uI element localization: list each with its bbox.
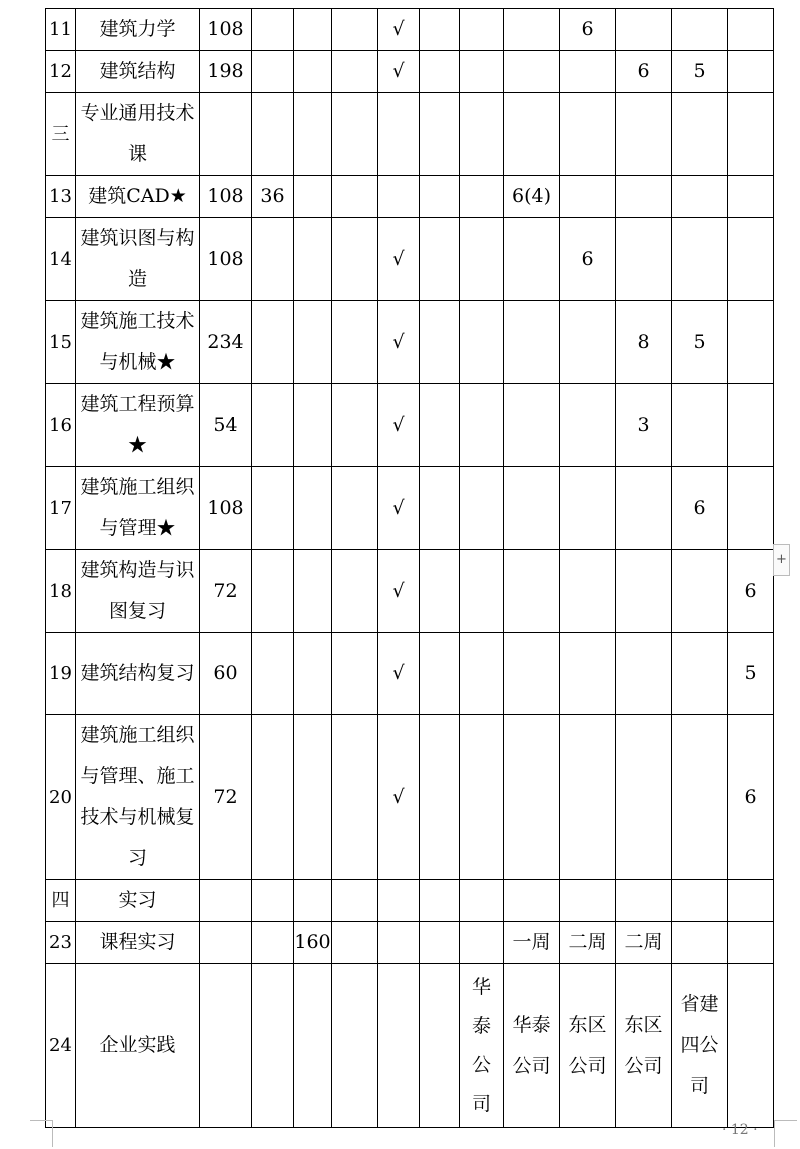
cell-seq: 15 — [46, 301, 76, 384]
cell-s6: 6 — [728, 550, 774, 633]
crop-mark-right — [774, 1120, 797, 1147]
cell-name: 课程实习 — [76, 922, 200, 964]
cell-s4: 8 — [616, 301, 672, 384]
cell-hours: 234 — [200, 301, 252, 384]
cell-name: 专业通用技术课 — [76, 93, 200, 176]
table-row — [46, 176, 774, 218]
cell-seq: 11 — [46, 9, 76, 51]
cell-hours: 108 — [200, 467, 252, 550]
cell-name: 建筑施工组织与管理、施工技术与机械复习 — [76, 715, 200, 880]
cell-s3 — [560, 301, 616, 384]
cell-c3 — [294, 9, 332, 51]
cell-s6 — [728, 384, 774, 467]
cell-name: 建筑CAD★ — [76, 176, 200, 218]
table-row — [46, 964, 774, 1128]
table-row — [46, 51, 774, 93]
cell-name: 建筑结构复习 — [76, 633, 200, 715]
cell-name: 建筑结构 — [76, 51, 200, 93]
cell-c6 — [420, 964, 460, 1128]
cell-s6 — [728, 922, 774, 964]
cell-name: 实习 — [76, 880, 200, 922]
cell-hours — [200, 880, 252, 922]
cell-c2 — [252, 550, 294, 633]
cell-seq: 19 — [46, 633, 76, 715]
cell-c4 — [332, 880, 378, 922]
cell-s4: 东区公司 — [616, 964, 672, 1128]
cell-c2 — [252, 467, 294, 550]
table-row — [46, 922, 774, 964]
cell-c2 — [252, 880, 294, 922]
cell-seq: 14 — [46, 218, 76, 301]
cell-hours — [200, 922, 252, 964]
cell-check: √ — [378, 301, 420, 384]
cell-c3 — [294, 880, 332, 922]
cell-check: √ — [378, 550, 420, 633]
table-row — [46, 384, 774, 467]
cell-s6: 5 — [728, 633, 774, 715]
cell-s1 — [460, 218, 504, 301]
cell-s4 — [616, 93, 672, 176]
cell-s2 — [504, 633, 560, 715]
cell-c6 — [420, 922, 460, 964]
cell-hours: 198 — [200, 51, 252, 93]
cell-s1 — [460, 93, 504, 176]
cell-hours: 60 — [200, 633, 252, 715]
cell-s4 — [616, 9, 672, 51]
cell-s6 — [728, 176, 774, 218]
cell-s1: 华泰公司 — [460, 964, 504, 1128]
cell-seq: 23 — [46, 922, 76, 964]
cell-c4 — [332, 467, 378, 550]
cell-check — [378, 176, 420, 218]
cell-c3 — [294, 467, 332, 550]
cell-s2 — [504, 550, 560, 633]
cell-s1 — [460, 715, 504, 880]
cell-s6 — [728, 964, 774, 1128]
cell-s5 — [672, 218, 728, 301]
cell-s5: 5 — [672, 301, 728, 384]
cell-s2 — [504, 9, 560, 51]
cell-s5 — [672, 176, 728, 218]
cell-c2 — [252, 384, 294, 467]
cell-s5 — [672, 9, 728, 51]
cell-s3: 6 — [560, 218, 616, 301]
cell-s3: 二周 — [560, 922, 616, 964]
cell-hours: 108 — [200, 176, 252, 218]
cell-c2 — [252, 93, 294, 176]
cell-s3 — [560, 176, 616, 218]
cell-s4 — [616, 633, 672, 715]
cell-s4 — [616, 880, 672, 922]
cell-name: 建筑施工技术与机械★ — [76, 301, 200, 384]
cell-name: 企业实践 — [76, 964, 200, 1128]
table-row — [46, 633, 774, 715]
cell-s2: 一周 — [504, 922, 560, 964]
cell-s2 — [504, 93, 560, 176]
page-number: · 12 · — [722, 1122, 758, 1138]
cell-c3 — [294, 633, 332, 715]
cell-check: √ — [378, 633, 420, 715]
crop-mark-left — [30, 1120, 53, 1147]
cell-s5 — [672, 550, 728, 633]
cell-c4 — [332, 633, 378, 715]
cell-c2: 36 — [252, 176, 294, 218]
cell-c6 — [420, 633, 460, 715]
cell-s3: 东区公司 — [560, 964, 616, 1128]
cell-c2 — [252, 964, 294, 1128]
cell-c6 — [420, 9, 460, 51]
cell-hours: 108 — [200, 218, 252, 301]
cell-check — [378, 922, 420, 964]
cell-s2 — [504, 218, 560, 301]
cell-hours: 54 — [200, 384, 252, 467]
cell-c4 — [332, 550, 378, 633]
cell-hours — [200, 93, 252, 176]
cell-s3 — [560, 880, 616, 922]
cell-s6 — [728, 218, 774, 301]
cell-s4 — [616, 218, 672, 301]
cell-name: 建筑力学 — [76, 9, 200, 51]
cell-name: 建筑构造与识图复习 — [76, 550, 200, 633]
cell-s3 — [560, 93, 616, 176]
cell-c3: 160 — [294, 922, 332, 964]
cell-check — [378, 964, 420, 1128]
cell-c6 — [420, 715, 460, 880]
cell-s6 — [728, 93, 774, 176]
table-row — [46, 550, 774, 633]
cell-s1 — [460, 9, 504, 51]
cell-s3 — [560, 633, 616, 715]
cell-s3: 6 — [560, 9, 616, 51]
cell-s2 — [504, 384, 560, 467]
cell-s2 — [504, 715, 560, 880]
cell-c6 — [420, 51, 460, 93]
cell-s4: 6 — [616, 51, 672, 93]
cell-s3 — [560, 715, 616, 880]
cell-s5: 省建四公司 — [672, 964, 728, 1128]
cell-c6 — [420, 550, 460, 633]
cell-check — [378, 880, 420, 922]
cell-c4 — [332, 218, 378, 301]
cell-c4 — [332, 51, 378, 93]
cell-seq: 18 — [46, 550, 76, 633]
cell-c4 — [332, 922, 378, 964]
cell-seq: 20 — [46, 715, 76, 880]
cell-s3 — [560, 550, 616, 633]
cell-s4 — [616, 550, 672, 633]
cell-s5: 5 — [672, 51, 728, 93]
cell-s5 — [672, 93, 728, 176]
table-row — [46, 301, 774, 384]
cell-check: √ — [378, 467, 420, 550]
cell-s2 — [504, 467, 560, 550]
cell-hours — [200, 964, 252, 1128]
cell-c3 — [294, 384, 332, 467]
cell-seq: 24 — [46, 964, 76, 1128]
cell-c3 — [294, 964, 332, 1128]
cell-c3 — [294, 715, 332, 880]
cell-seq: 12 — [46, 51, 76, 93]
cell-s5 — [672, 880, 728, 922]
cell-c6 — [420, 301, 460, 384]
cell-s1 — [460, 51, 504, 93]
cell-seq: 四 — [46, 880, 76, 922]
table-row — [46, 467, 774, 550]
cell-s4 — [616, 176, 672, 218]
cell-s2 — [504, 51, 560, 93]
cell-check — [378, 93, 420, 176]
table-row — [46, 880, 774, 922]
cell-check: √ — [378, 715, 420, 880]
cell-c2 — [252, 218, 294, 301]
cell-s5 — [672, 922, 728, 964]
table-row — [46, 715, 774, 880]
cell-c3 — [294, 51, 332, 93]
cell-s2 — [504, 880, 560, 922]
cell-s1 — [460, 384, 504, 467]
cell-c4 — [332, 384, 378, 467]
cell-s2 — [504, 301, 560, 384]
cell-name: 建筑施工组织与管理★ — [76, 467, 200, 550]
cell-c3 — [294, 301, 332, 384]
cell-s1 — [460, 880, 504, 922]
cell-c6 — [420, 467, 460, 550]
cell-s5 — [672, 715, 728, 880]
cell-check: √ — [378, 51, 420, 93]
cell-c4 — [332, 964, 378, 1128]
cell-s1 — [460, 301, 504, 384]
cell-c4 — [332, 176, 378, 218]
table-row — [46, 93, 774, 176]
cell-name: 建筑识图与构造 — [76, 218, 200, 301]
cell-s4: 二周 — [616, 922, 672, 964]
table-row — [46, 218, 774, 301]
cell-name: 建筑工程预算★ — [76, 384, 200, 467]
cell-s2: 华泰公司 — [504, 964, 560, 1128]
expand-handle[interactable]: + — [773, 544, 790, 576]
cell-s3 — [560, 384, 616, 467]
cell-s6 — [728, 9, 774, 51]
cell-s5 — [672, 384, 728, 467]
cell-c6 — [420, 93, 460, 176]
cell-seq: 三 — [46, 93, 76, 176]
cell-c2 — [252, 922, 294, 964]
cell-seq: 16 — [46, 384, 76, 467]
cell-s5: 6 — [672, 467, 728, 550]
cell-s5 — [672, 633, 728, 715]
table-row — [46, 9, 774, 51]
cell-c4 — [332, 301, 378, 384]
cell-s1 — [460, 467, 504, 550]
cell-c2 — [252, 51, 294, 93]
cell-c6 — [420, 218, 460, 301]
cell-s3 — [560, 51, 616, 93]
cell-s4: 3 — [616, 384, 672, 467]
cell-c4 — [332, 93, 378, 176]
cell-c6 — [420, 384, 460, 467]
cell-s6 — [728, 880, 774, 922]
cell-c3 — [294, 176, 332, 218]
cell-hours: 108 — [200, 9, 252, 51]
cell-s1 — [460, 176, 504, 218]
cell-s6 — [728, 301, 774, 384]
cell-c2 — [252, 715, 294, 880]
cell-s1 — [460, 633, 504, 715]
cell-c6 — [420, 176, 460, 218]
cell-c6 — [420, 880, 460, 922]
cell-c3 — [294, 218, 332, 301]
cell-c2 — [252, 9, 294, 51]
cell-c3 — [294, 93, 332, 176]
course-schedule-table — [45, 8, 774, 1128]
cell-s2: 6(4) — [504, 176, 560, 218]
cell-s1 — [460, 922, 504, 964]
cell-c4 — [332, 9, 378, 51]
cell-c4 — [332, 715, 378, 880]
cell-s4 — [616, 467, 672, 550]
cell-s4 — [616, 715, 672, 880]
cell-seq: 13 — [46, 176, 76, 218]
cell-check: √ — [378, 9, 420, 51]
cell-s3 — [560, 467, 616, 550]
cell-c2 — [252, 633, 294, 715]
cell-c2 — [252, 301, 294, 384]
table-body — [46, 9, 774, 1128]
cell-check: √ — [378, 384, 420, 467]
cell-hours: 72 — [200, 550, 252, 633]
cell-c3 — [294, 550, 332, 633]
cell-s6 — [728, 467, 774, 550]
cell-s1 — [460, 550, 504, 633]
cell-check: √ — [378, 218, 420, 301]
cell-hours: 72 — [200, 715, 252, 880]
cell-s6 — [728, 51, 774, 93]
cell-s6: 6 — [728, 715, 774, 880]
cell-seq: 17 — [46, 467, 76, 550]
